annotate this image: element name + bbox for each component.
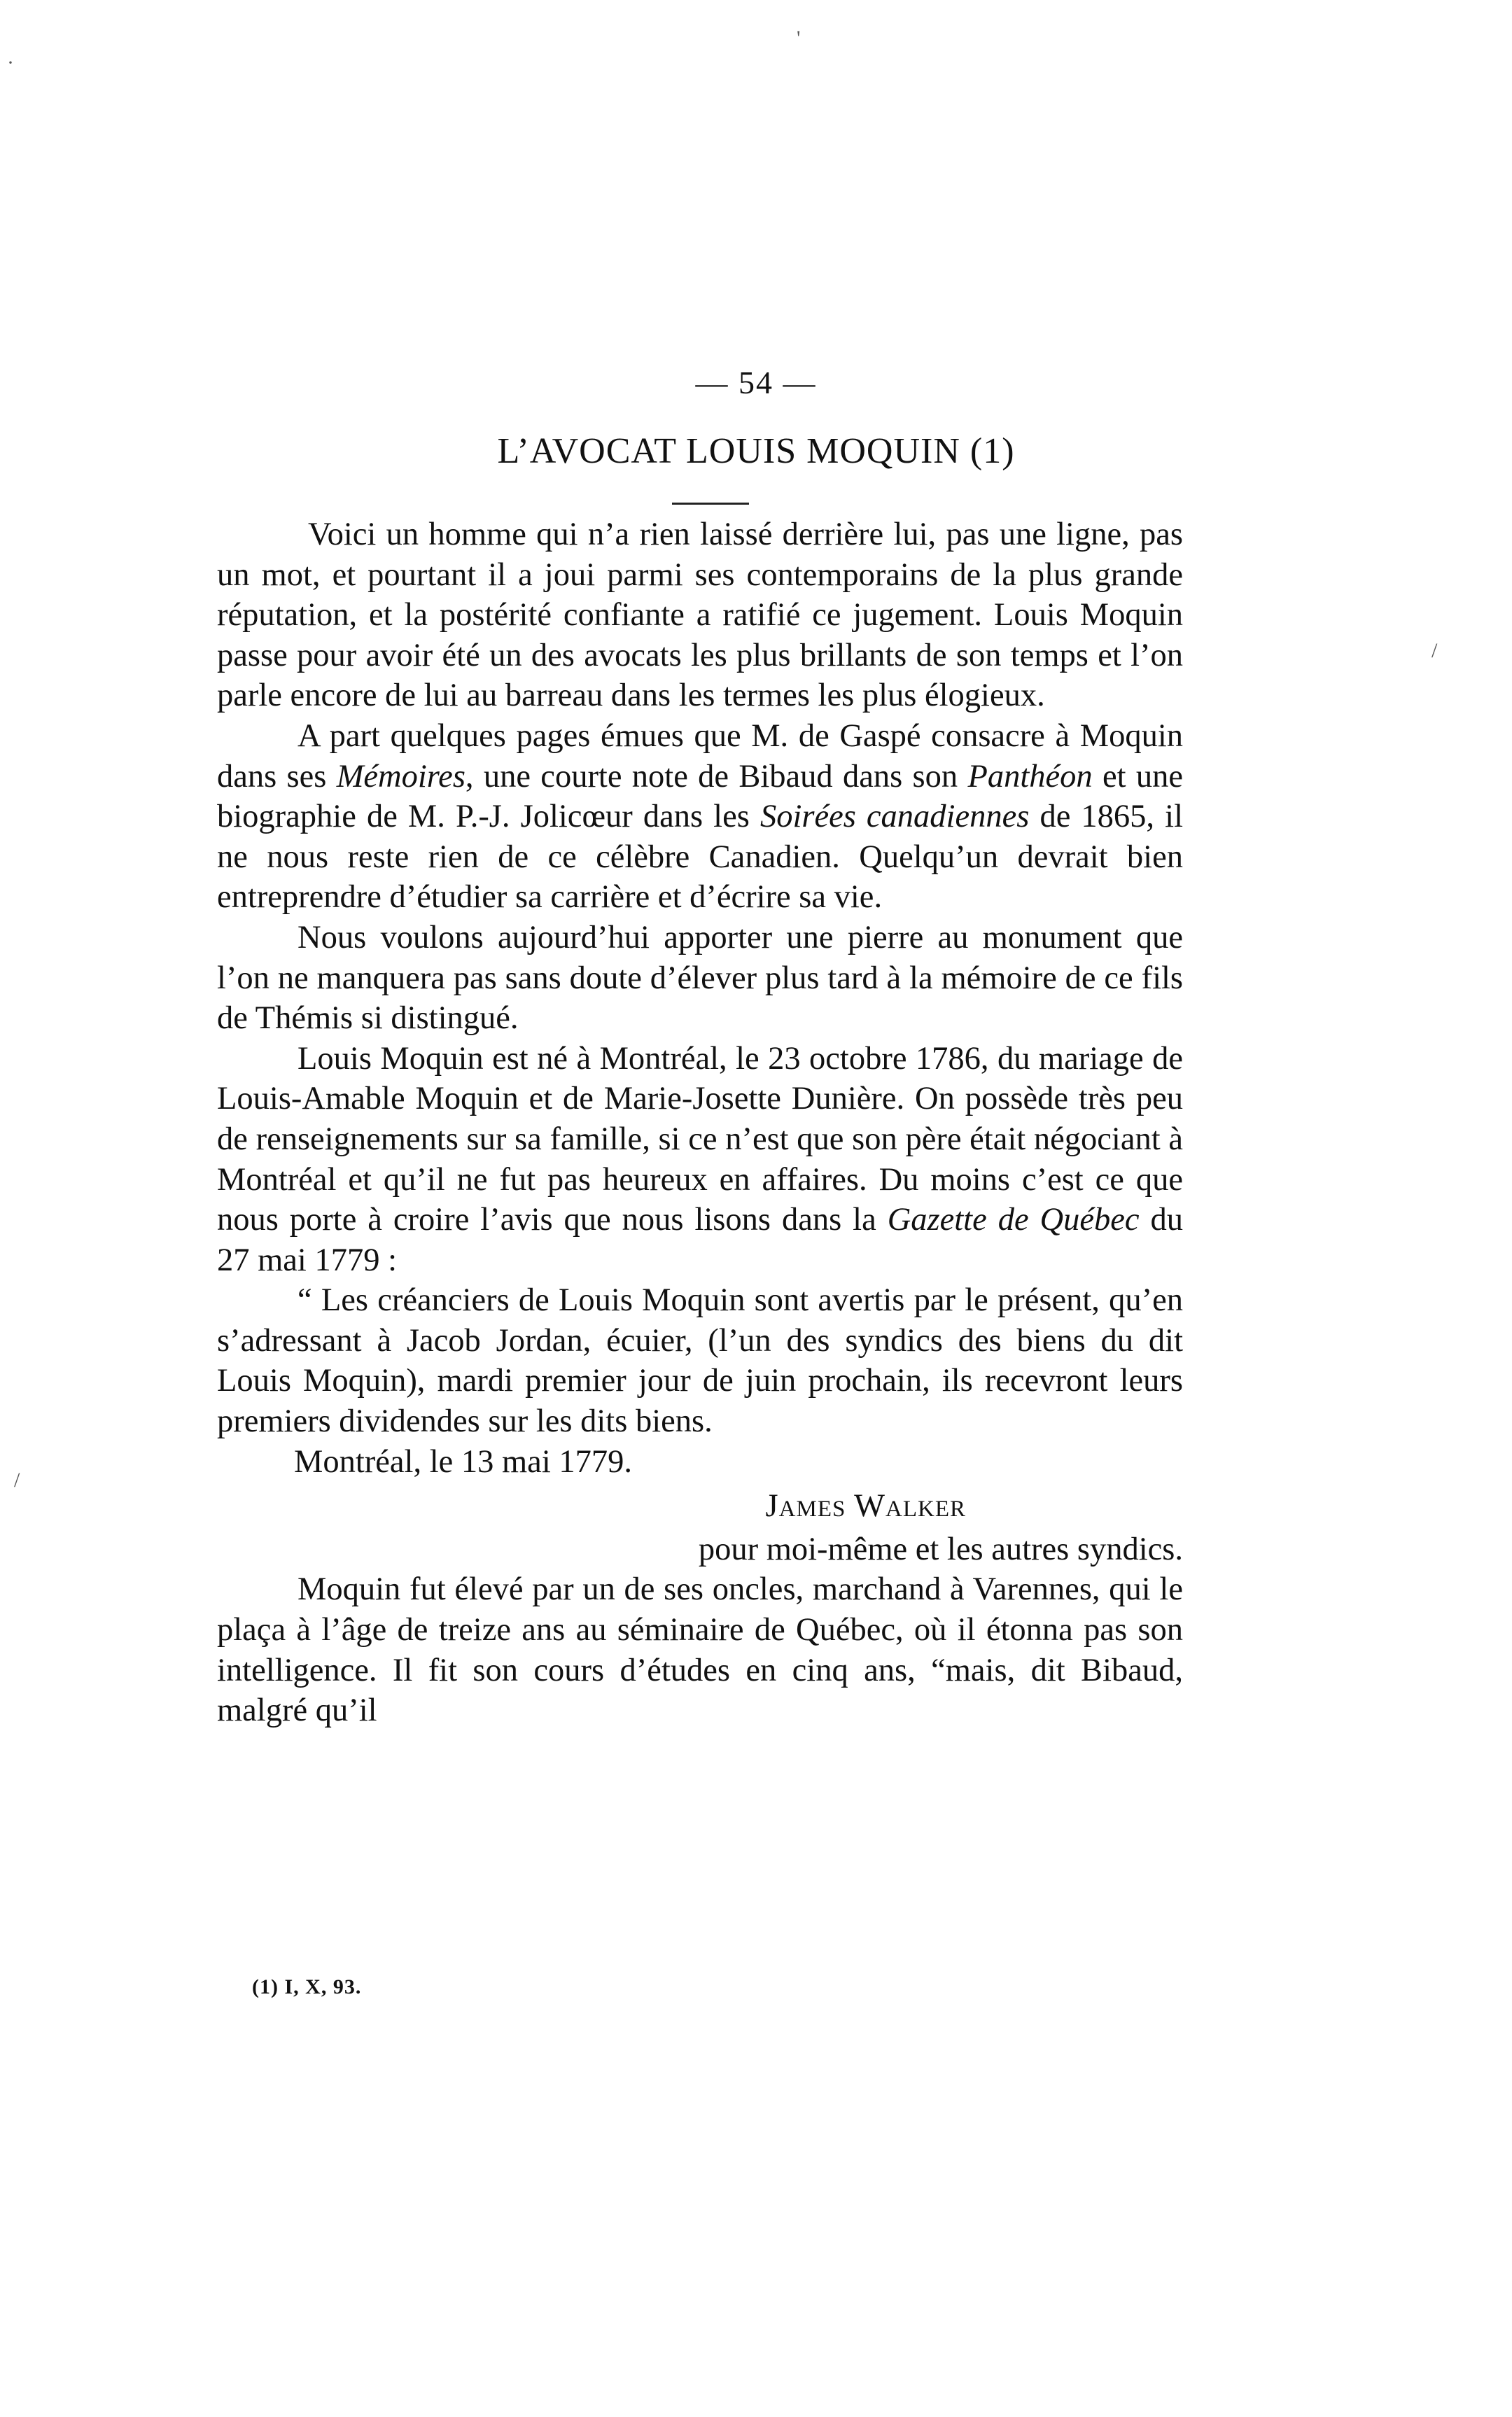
footnote-marker: (1) (969, 431, 1015, 471)
footnote: (1) I, X, 93. (252, 1975, 362, 1998)
text-run: A part quelques pages émues que M. de Gaspé consacre à Moquin dans ses (217, 717, 1183, 794)
paragraph (217, 1280, 1183, 1441)
text-run: Nous voulons aujourd’hui apporter une pierre au monument que l’on ne manquera pas sans doute d’élever plus tard à la mémoire de ce fils de Thémis si distingué. (217, 919, 1183, 1037)
paragraphs (217, 514, 1183, 1442)
paragraph (217, 918, 1183, 1039)
scan-speck: ' (797, 27, 801, 50)
chapter-title (0, 430, 1512, 472)
scan-speck: / (1432, 639, 1438, 662)
notice-signatory: James Walker (765, 1488, 966, 1525)
text-run: , une courte note de Bibaud dans son (465, 758, 968, 794)
page-number: — 54 — (695, 365, 817, 400)
italic-title: Gazette de Québec (887, 1202, 1140, 1238)
paragraph (217, 514, 1183, 716)
body-text (217, 514, 1183, 1731)
italic-title: Mémoires (336, 758, 465, 794)
italic-title: Soirées canadiennes (760, 799, 1030, 835)
title-rule (672, 503, 749, 505)
closing-paragraph: Moquin fut élevé par un de ses oncles, marchand à Varennes, qui le plaça à l’âge de treize ans au séminaire de Québec, où il étonna pas son intelligence. Il fit son cours d’études en cinq ans, “mais, dit Bibaud, malgré qu’il (217, 1571, 1183, 1729)
text-run: Louis Moquin est né à Montréal, le 23 octobre 1786, du mariage de Louis-Amable Moquin et de Marie-Josette Dunière. On possède très peu de renseignements sur sa famille, si ce n’est que son père était négociant à Montréal et qu’il ne fut pas heureux en affaires. Du moins c’est ce que nous porte à croire l’avis que nous lisons dans la (217, 1040, 1183, 1238)
paragraph (217, 1039, 1183, 1281)
paragraph (217, 716, 1183, 918)
text-run: Voici un homme qui n’a rien laissé derrière lui, pas une ligne, pas un mot, et pourtant il a joui parmi ses contemporains de la plus grande réputation, et la postérité confiante a ratifié ce jugement. Louis Moquin passe pour avoir été un des avocats les plus brillants de son temps et l’on parle encore de lui au barreau dans les termes les plus élogieux. (217, 517, 1183, 714)
italic-title: Panthéon (967, 758, 1093, 794)
scan-speck: / (14, 1469, 20, 1492)
text-run: et une biographie de M. P.-J. Jolicœur dans les (217, 758, 1183, 835)
text-run: du 27 mai 1779 : (217, 1202, 1184, 1278)
notice-signatory-role: pour moi-même et les autres syndics. (698, 1531, 1183, 1567)
scan-speck: · (7, 51, 14, 74)
text-run: de 1865, il ne nous reste rien de ce célèbre Canadien. Quelqu’un devrait bien entreprendre d’étudier sa carrière et d’écrire sa vie. (217, 799, 1183, 916)
chapter-title-text: L’AVOCAT LOUIS MOQUIN (497, 431, 960, 471)
notice-date-line: Montréal, le 13 mai 1779. (294, 1443, 632, 1480)
text-run: “ Les créanciers de Louis Moquin sont avertis par le présent, qu’en s’adressant à Jacob Jordan, écuier, (l’un des syndics des biens du dit Louis Moquin), mardi premier jour de juin prochain, ils recevront leurs premiers dividendes sur les dits biens. (217, 1282, 1183, 1440)
